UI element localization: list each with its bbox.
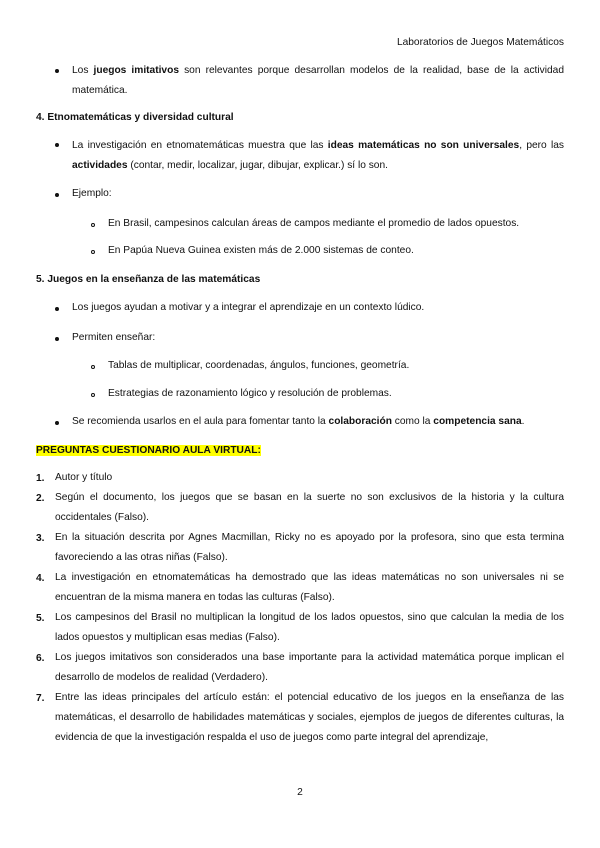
item-number: 6. [36,653,45,664]
item-number: 1. [36,473,45,484]
bullet-dot [55,421,59,425]
item-number: 4. [36,573,45,584]
quiz-item-2: Según el documento, los juegos que se basan en la suerte no son exclusivos de la historia y la cultura occidentales (Falso). [55,492,564,523]
page-number: 2 [297,787,303,798]
quiz-item-5: Los campesinos del Brasil no multiplican la longitud de los lados opuestos, sino que calculan la media de los lados opuestos y multiplican esas medias (Falso). [55,612,564,643]
sub-bullet-tablas: Tablas de multiplicar, coordenadas, ángulos, funciones, geometría. [108,360,410,371]
bullet-colaboracion: Se recomienda usarlos en el aula para fomentar tanto la colaboración como la competencia sana. [72,416,525,427]
sub-bullet-ring [91,223,95,227]
sub-bullet-ring [91,393,95,397]
bullet-dot [55,143,59,147]
item-number: 2. [36,493,45,504]
bullet-dot [55,193,59,197]
item-number: 5. [36,613,45,624]
bullet-etnomatematicas: La investigación en etnomatemáticas muestra que las ideas matemáticas no son universales, pero las actividades (contar, medir, localizar, jugar, dibujar, explicar.) sí lo son. [72,140,564,171]
bullet-permiten: Permiten enseñar: [72,332,156,343]
quiz-item-7: Entre las ideas principales del artículo están: el potencial educativo de los juegos en la enseñanza de las matemáticas, el desarrollo de habilidades matemáticas y sociales, ejemplos de juegos de diferentes culturas, la evidencia de que la investigación respalda el uso de juegos como parte integral del aprendizaje, [55,692,564,743]
bullet-juegos-imitativos: Los juegos imitativos son relevantes porque desarrollan modelos de la realidad, base de la actividad matemática. [72,65,565,96]
sub-bullet-estrategias: Estrategias de razonamiento lógico y resolución de problemas. [108,388,392,399]
section-heading-5: 5. Juegos en la enseñanza de las matemáticas [36,274,261,285]
sub-bullet-papua: En Papúa Nueva Guinea existen más de 2.000 sistemas de conteo. [108,245,414,256]
bullet-dot [55,69,59,73]
quiz-item-1: Autor y título [55,472,113,483]
section-heading-4: 4. Etnomatemáticas y diversidad cultural [36,112,234,123]
bullet-dot [55,307,59,311]
bullet-ejemplo: Ejemplo: [72,188,112,199]
running-header: Laboratorios de Juegos Matemáticos [396,37,564,48]
bullet-motivar: Los juegos ayudan a motivar y a integrar el aprendizaje en un contexto lúdico. [72,302,425,313]
quiz-title: PREGUNTAS CUESTIONARIO AULA VIRTUAL: [36,445,261,456]
item-number: 7. [36,693,45,704]
sub-bullet-ring [91,250,95,254]
sub-bullet-ring [91,365,95,369]
quiz-item-3: En la situación descrita por Agnes Macmillan, Ricky no es apoyado por la profesora, sino que esta termina favoreciendo a las otras niñas (Falso). [55,532,564,563]
sub-bullet-brasil: En Brasil, campesinos calculan áreas de campos mediante el promedio de lados opuestos. [108,218,520,229]
quiz-item-4: La investigación en etnomatemáticas ha demostrado que las ideas matemáticas no son universales ni se encuentran de la misma manera en todas las culturas (Falso). [55,572,564,603]
quiz-item-6: Los juegos imitativos son considerados una base importante para la actividad matemática porque implican el desarrollo de modelos de realidad (Verdadero). [55,652,564,683]
item-number: 3. [36,533,45,544]
bullet-dot [55,337,59,341]
